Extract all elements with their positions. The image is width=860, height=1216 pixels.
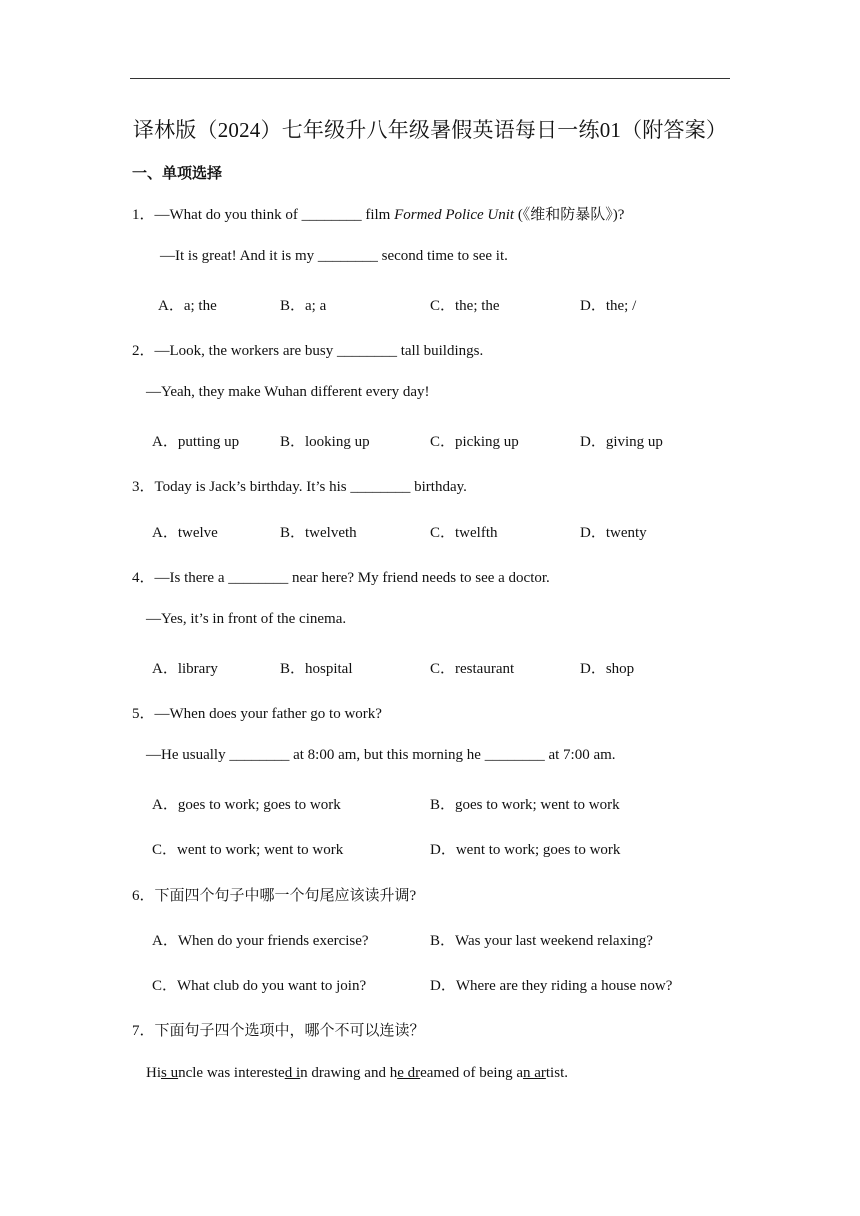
stem-text: —Look, the workers are busy ________ tall buildings. — [154, 343, 484, 359]
q5-option-d[interactable]: D．went to work; goes to work — [430, 842, 621, 858]
film-title: Formed Police Unit — [394, 207, 515, 223]
q6-option-d[interactable]: D．Where are they riding a house now? — [430, 978, 673, 994]
question-number: 1． — [132, 207, 155, 223]
document-title: 译林版（2024）七年级升八年级暑假英语每日一练01（附答案） — [132, 118, 728, 142]
question-number: 7． — [132, 1023, 155, 1039]
q4-option-d[interactable]: D．shop — [580, 661, 635, 677]
question-4-stem — [132, 566, 550, 587]
question-number: 3． — [132, 479, 155, 495]
stem-text: 下面四个句子中哪一个句尾应该读升调? — [154, 888, 417, 904]
question-number: 4． — [132, 570, 155, 586]
section-heading: 一、单项选择 — [132, 164, 223, 182]
q3-option-d[interactable]: D．twenty — [580, 525, 647, 541]
question-7-stem — [132, 1019, 425, 1040]
sentence-text: Hi — [146, 1065, 161, 1081]
q5-option-a[interactable]: A．goes to work; goes to work — [152, 797, 341, 813]
q1-option-c[interactable]: C．the; the — [430, 298, 500, 314]
q6-option-a[interactable]: A．When do your friends exercise? — [152, 933, 369, 949]
header-rule — [130, 78, 730, 79]
q4-option-c[interactable]: C．restaurant — [430, 661, 515, 677]
question-5-stem — [132, 702, 382, 723]
question-number: 6． — [132, 888, 155, 904]
question-4-line2: —Yes, it’s in front of the cinema. — [146, 611, 347, 627]
linking-option-d[interactable]: n ar — [522, 1065, 546, 1081]
question-3-stem — [132, 475, 467, 496]
question-7-sentence — [146, 1065, 568, 1082]
q1-option-b[interactable]: B．a; a — [280, 298, 327, 314]
q2-option-d[interactable]: D．giving up — [580, 434, 663, 450]
q4-option-a[interactable]: A．library — [152, 661, 218, 677]
question-number: 2． — [132, 343, 155, 359]
linking-option-a[interactable]: s u — [161, 1065, 179, 1081]
q2-option-a[interactable]: A．putting up — [152, 434, 240, 450]
sentence-text: tist. — [545, 1065, 568, 1081]
stem-text: —When does your father go to work? — [154, 706, 382, 722]
q5-option-b[interactable]: B．goes to work; went to work — [430, 797, 620, 813]
q1-option-a[interactable]: A．a; the — [158, 298, 217, 314]
stem-text: (《维和防暴队》)? — [514, 207, 625, 223]
stem-text: —What do you think of ________ film — [154, 207, 395, 223]
sentence-text: n drawing and h — [300, 1065, 398, 1081]
stem-text: —Is there a ________ near here? My friend needs to see a doctor. — [154, 570, 550, 586]
q2-option-c[interactable]: C．picking up — [430, 434, 519, 450]
q5-option-c[interactable]: C．went to work; went to work — [152, 842, 344, 858]
question-2-stem — [132, 339, 483, 360]
q3-option-b[interactable]: B．twelveth — [280, 525, 357, 541]
q6-option-b[interactable]: B．Was your last weekend relaxing? — [430, 933, 653, 949]
stem-text: Today is Jack’s birthday. It’s his ________ birthday. — [154, 479, 467, 495]
q6-option-c[interactable]: C．What club do you want to join? — [152, 978, 367, 994]
question-5-line2: —He usually ________ at 8:00 am, but this morning he ________ at 7:00 am. — [146, 747, 616, 763]
linking-option-b[interactable]: d i — [284, 1065, 301, 1081]
question-1-line2: —It is great! And it is my ________ second time to see it. — [160, 248, 508, 264]
question-2-line2: —Yeah, they make Wuhan different every day! — [146, 384, 430, 400]
q1-option-d[interactable]: D．the; / — [580, 298, 637, 314]
stem-text: 下面句子四个选项中，哪个不可以连读？ — [154, 1023, 425, 1039]
q2-option-b[interactable]: B．looking up — [280, 434, 370, 450]
question-1-stem — [132, 203, 624, 224]
question-6-stem — [132, 884, 416, 905]
q4-option-b[interactable]: B．hospital — [280, 661, 353, 677]
q3-option-c[interactable]: C．twelfth — [430, 525, 498, 541]
linking-option-c[interactable]: e dr — [397, 1065, 421, 1081]
sentence-text: ncle was intereste — [178, 1065, 285, 1081]
question-number: 5． — [132, 706, 155, 722]
sentence-text: eamed of being a — [420, 1065, 523, 1081]
q3-option-a[interactable]: A．twelve — [152, 525, 218, 541]
